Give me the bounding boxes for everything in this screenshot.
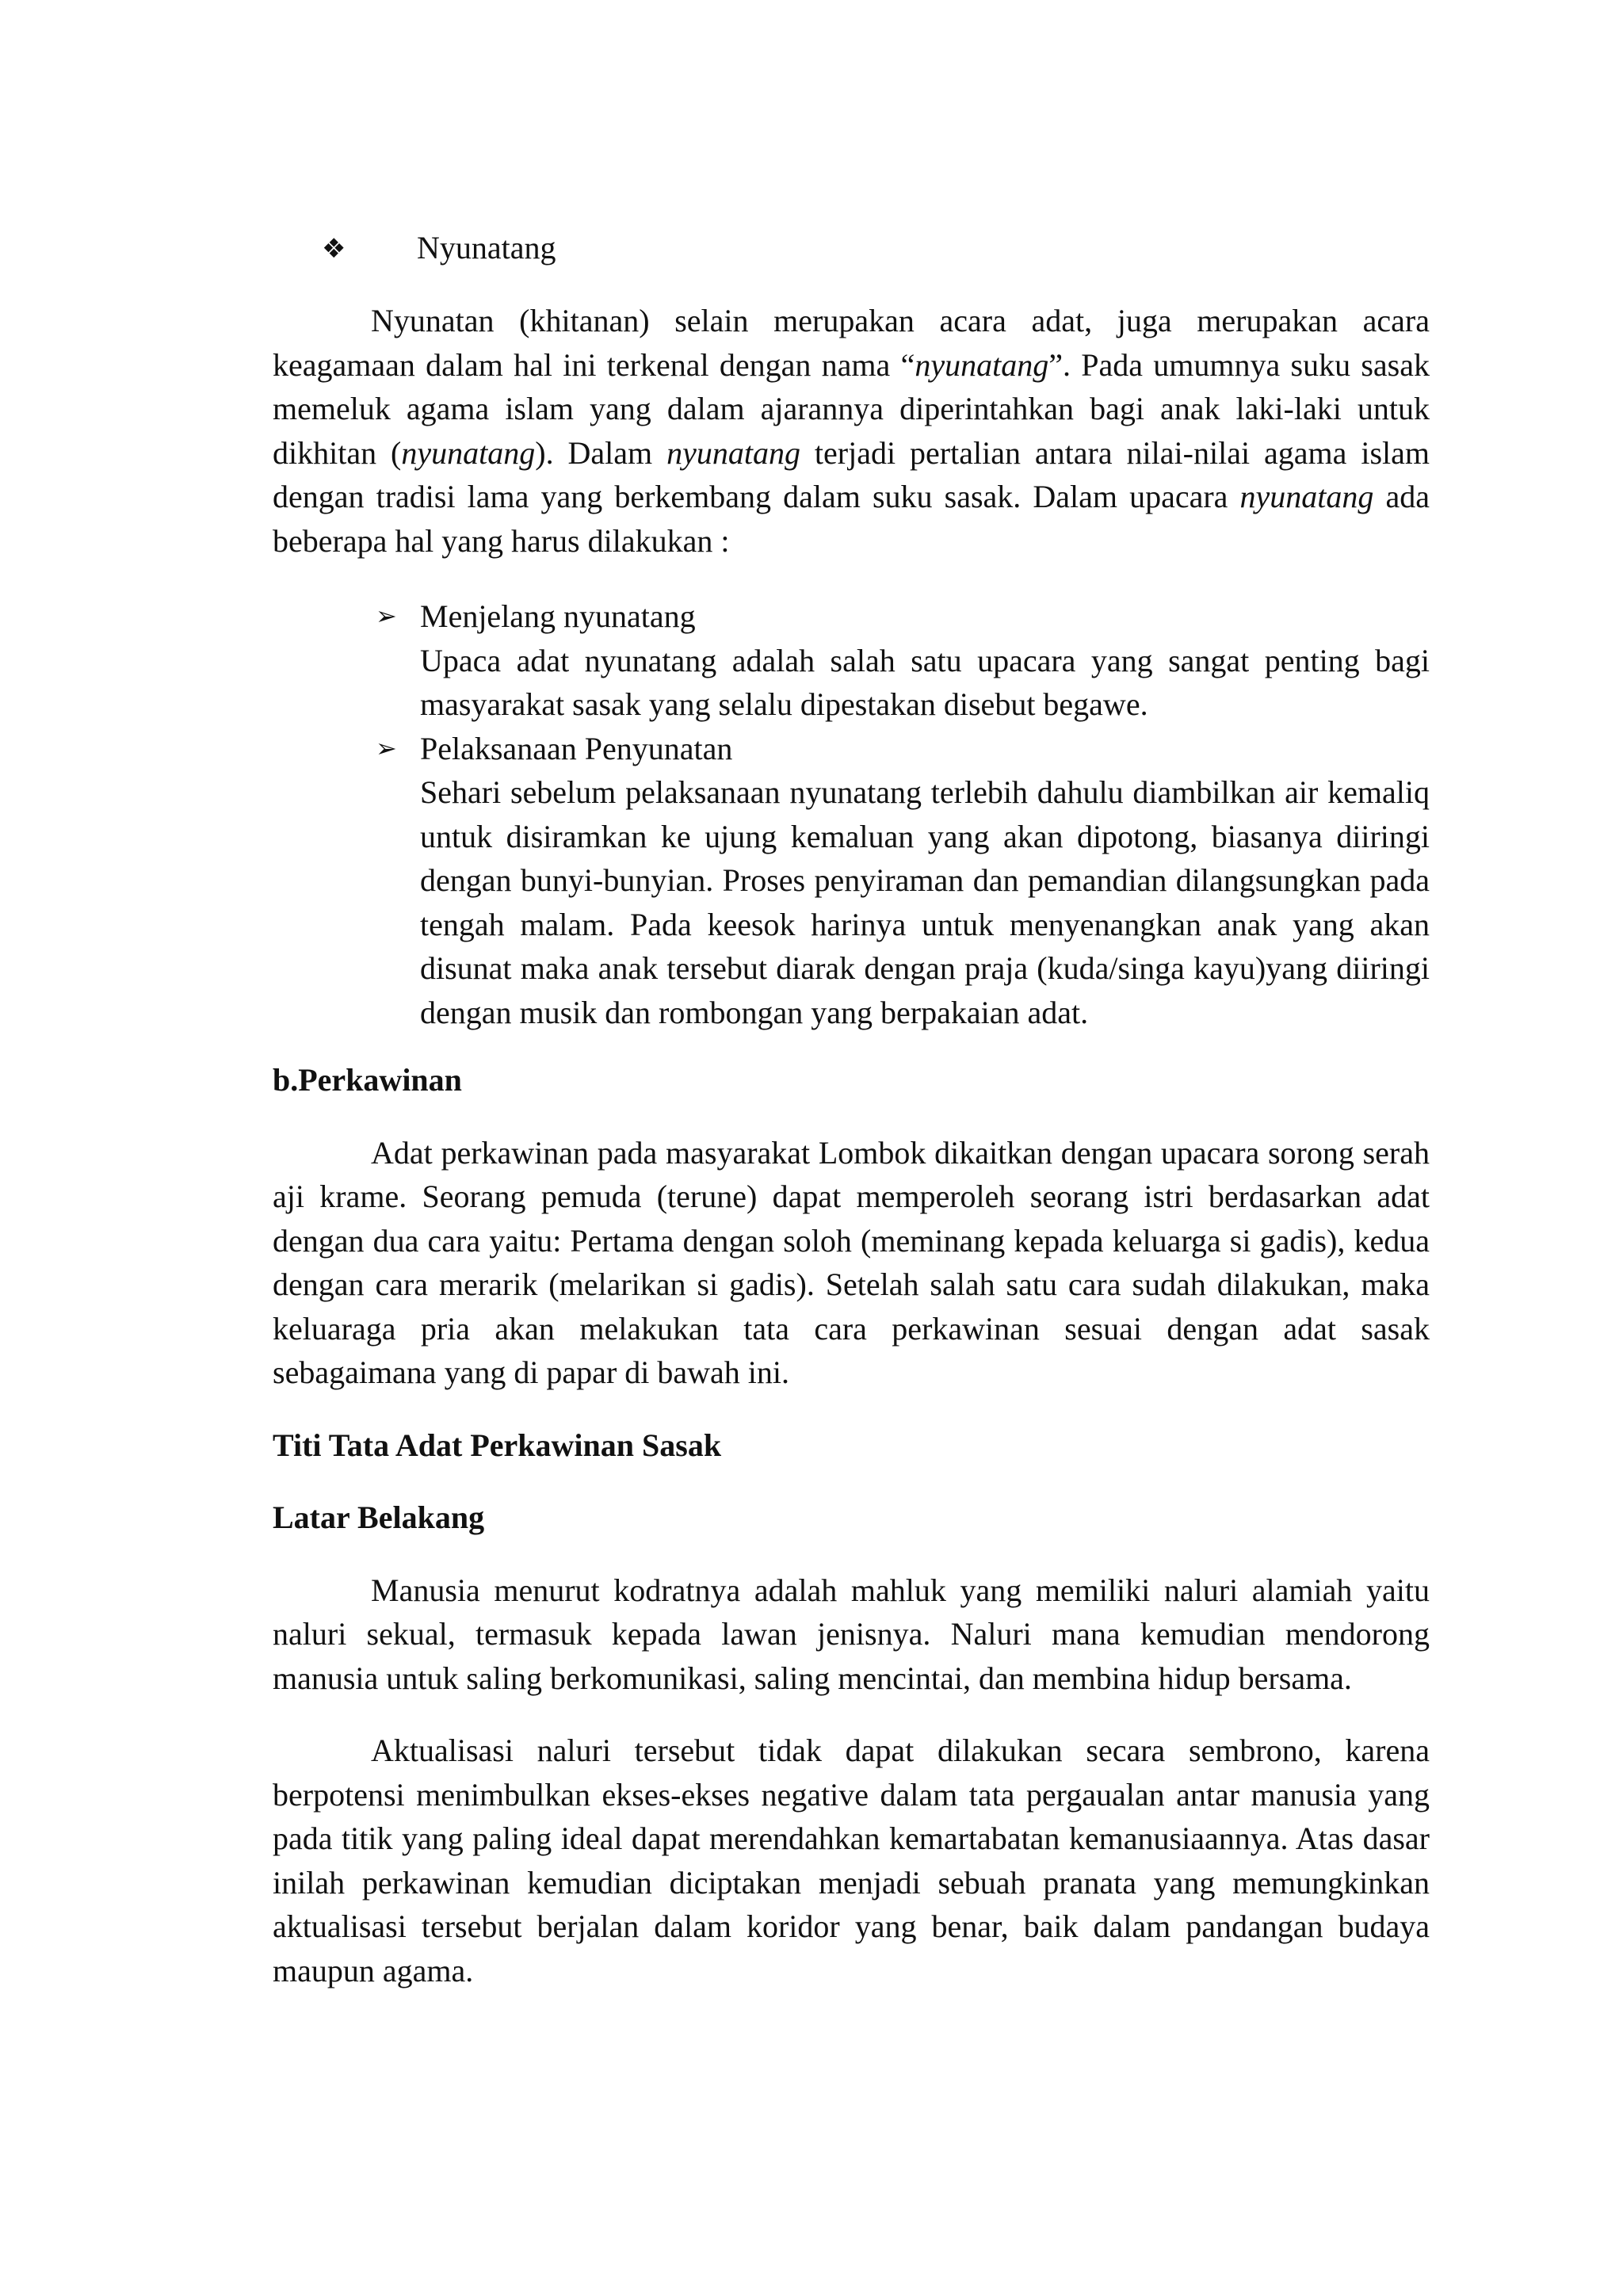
section-heading-latar-belakang: Latar Belakang	[273, 1499, 485, 1535]
section-nyunatang-bullet	[322, 226, 1430, 272]
list-item-text: Upaca adat nyunatang adalah salah satu upacara yang sangat penting bagi masyarakat sasak yang selalu dipestakan disebut begawe.	[420, 642, 1430, 722]
arrow-bullet-icon: ➢	[376, 732, 397, 763]
document-page	[273, 226, 1430, 1992]
nyunatang-intro-paragraph: Nyunatan (khitanan) selain merupakan acara adat, juga merupakan acara keagamaan dalam hal ini terkenal dengan nama “nyunatang”. Pada umumnya suku sasak memeluk agama islam yang dalam ajarannya diperintahkan bagi anak laki-laki untuk dikhitan (nyunatang). Dalam nyunatang terjadi pertalian antara nilai-nilai agama islam dengan tradisi lama yang berkembang dalam suku sasak. Dalam upacara nyunatang ada beberapa hal yang harus dilakukan :	[273, 303, 1430, 559]
perkawinan-paragraph: Adat perkawinan pada masyarakat Lombok dikaitkan dengan upacara sorong serah aji krame. Seorang pemuda (terune) dapat memperoleh seorang istri berdasarkan adat dengan dua cara yaitu: Pertama dengan soloh (meminang kepada keluarga si gadis), kedua dengan cara merarik (melarikan si gadis). Setelah salah satu cara sudah dilakukan, maka keluaraga pria akan melakukan tata cara perkawinan sesuai dengan adat sasak sebagaimana yang di papar di bawah ini.	[273, 1134, 1430, 1390]
arrow-bullet-icon: ➢	[376, 601, 397, 631]
list-item	[376, 594, 1430, 727]
latar-paragraph-2: Aktualisasi naluri tersebut tidak dapat dilakukan secara sembrono, karena berpotensi menimbulkan ekses-ekses negative dalam tata pergaualan antar manusia yang pada titik yang paling ideal dapat merendahkan kemartabatan kemanusiaannya. Atas dasar inilah perkawinan kemudian diciptakan menjadi sebuah pranata yang memungkinkan aktualisasi tersebut berjalan dalam koridor yang benar, baik dalam pandangan budaya maupun agama.	[273, 1733, 1430, 1988]
section-heading-perkawinan: b.Perkawinan	[273, 1062, 462, 1098]
four-diamond-bullet-icon: ❖	[322, 233, 346, 265]
list-item	[376, 727, 1430, 1035]
latar-paragraph-1: Manusia menurut kodratnya adalah mahluk yang memiliki naluri alamiah yaitu naluri sekual, termasuk kepada lawan jenisnya. Naluri mana kemudian mendorong manusia untuk saling berkomunikasi, saling mencintai, dan membina hidup bersama.	[273, 1572, 1430, 1696]
list-item-title: Menjelang nyunatang	[420, 598, 696, 634]
list-item-title: Pelaksanaan Penyunatan	[420, 730, 733, 766]
section-heading-titi-tata: Titi Tata Adat Perkawinan Sasak	[273, 1427, 722, 1463]
list-item-text: Sehari sebelum pelaksanaan nyunatang terlebih dahulu diambilkan air kemaliq untuk disiramkan ke ujung kemaluan yang akan dipotong, biasanya diiringi dengan bunyi-bunyian. Proses penyiraman dan pemandian dilangsungkan pada tengah malam. Pada keesok harinya untuk menyenangkan anak yang akan disunat maka anak tersebut diarak dengan praja (kuda/singa kayu)yang diiringi dengan musik dan rombongan yang berpakaian adat.	[420, 774, 1430, 1030]
bullet-title: Nyunatang	[417, 230, 556, 266]
